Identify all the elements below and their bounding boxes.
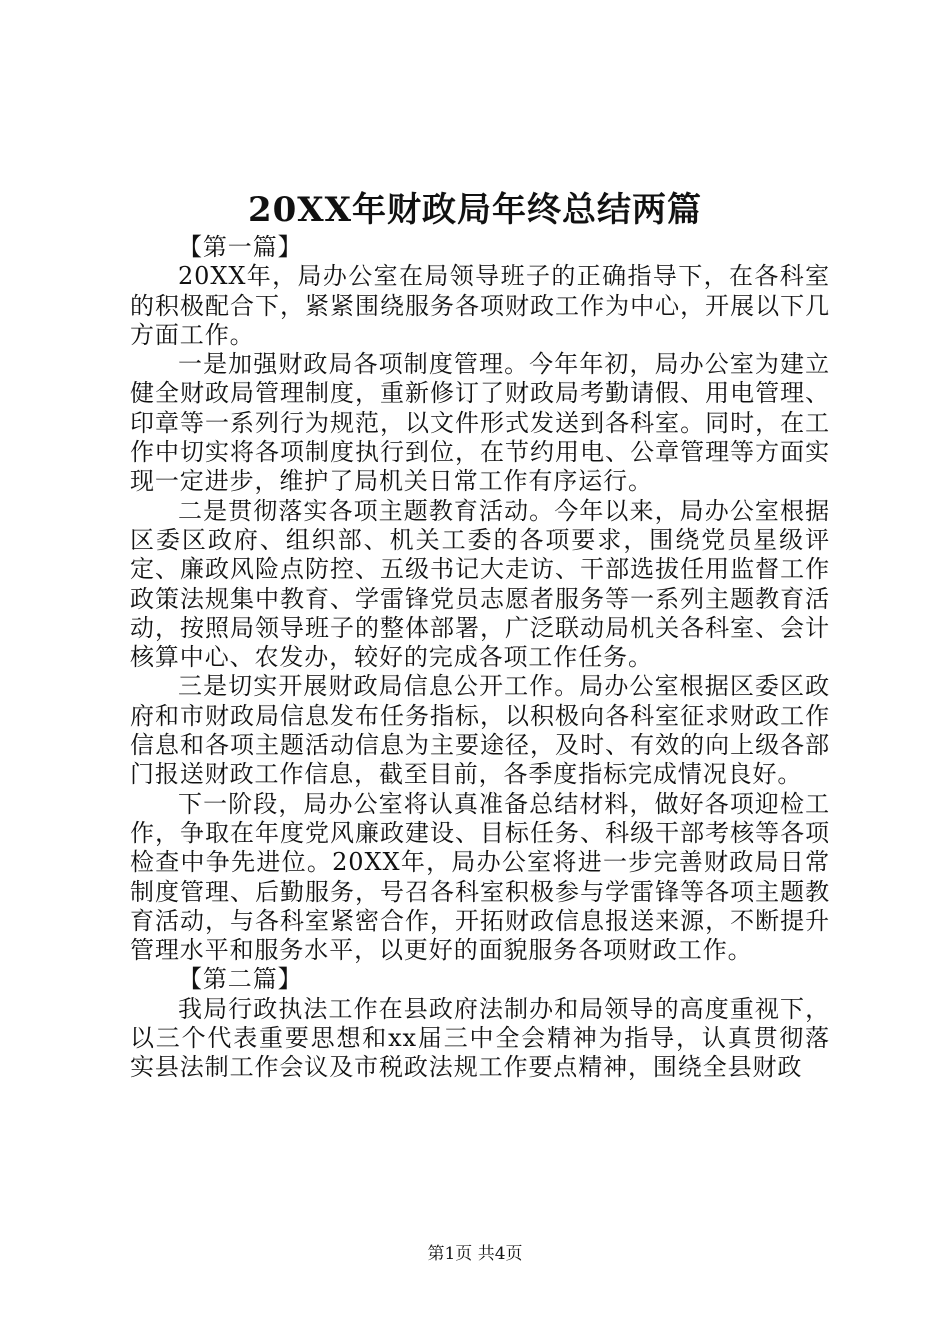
paragraph: 我局行政执法工作在县政府法制办和局领导的高度重视下，以三个代表重要思想和xx届三中全会精神为指导，认真贯彻落实县法制工作会议及市税政法规工作要点精神，围绕全县财政 <box>130 994 830 1082</box>
paragraph: 二是贯彻落实各项主题教育活动。今年以来，局办公室根据区委区政府、组织部、机关工委的各项要求，围绕党员星级评定、廉政风险点防控、五级书记大走访、干部选拔任用监督工作政策法规集中教育、学雷锋党员志愿者服务等一系列主题教育活动，按照局领导班子的整体部署，广泛联动局机关各科室、会计核算中心、农发办，较好的完成各项工作任务。 <box>130 496 830 672</box>
paragraph: 下一阶段，局办公室将认真准备总结材料，做好各项迎检工作，争取在年度党风廉政建设、目标任务、科级干部考核等各项检查中争先进位。20XX年，局办公室将进一步完善财政局日常制度管理、后勤服务，号召各科室积极参与学雷锋等各项主题教育活动，与各科室紧密合作，开拓财政信息报送来源，不断提升管理水平和服务水平，以更好的面貌服务各项财政工作。 <box>130 789 830 965</box>
paragraph: 一是加强财政局各项制度管理。今年年初，局办公室为建立健全财政局管理制度，重新修订了财政局考勤请假、用电管理、印章等一系列行为规范，以文件形式发送到各科室。同时，在工作中切实将各项制度执行到位，在节约用电、公章管理等方面实现一定进步，维护了局机关日常工作有序运行。 <box>130 350 830 496</box>
section-heading-2: 【第二篇】 <box>178 965 303 994</box>
document-title: 20XX年财政局年终总结两篇 <box>247 190 703 230</box>
paragraph: 20XX年，局办公室在局领导班子的正确指导下，在各科室的积极配合下，紧紧围绕服务各项财政工作为中心，开展以下几方面工作。 <box>130 262 830 349</box>
document-body <box>130 233 830 1083</box>
paragraph: 三是切实开展财政局信息公开工作。局办公室根据区委区政府和市财政局信息发布任务指标，以积极向各科室征求财政工作信息和各项主题活动信息为主要途径，及时、有效的向上级各部门报送财政工作信息，截至目前，各季度指标完成情况良好。 <box>130 672 830 789</box>
page-footer: 第1页 共4页 <box>427 1244 523 1264</box>
section-heading-1: 【第一篇】 <box>178 233 303 261</box>
